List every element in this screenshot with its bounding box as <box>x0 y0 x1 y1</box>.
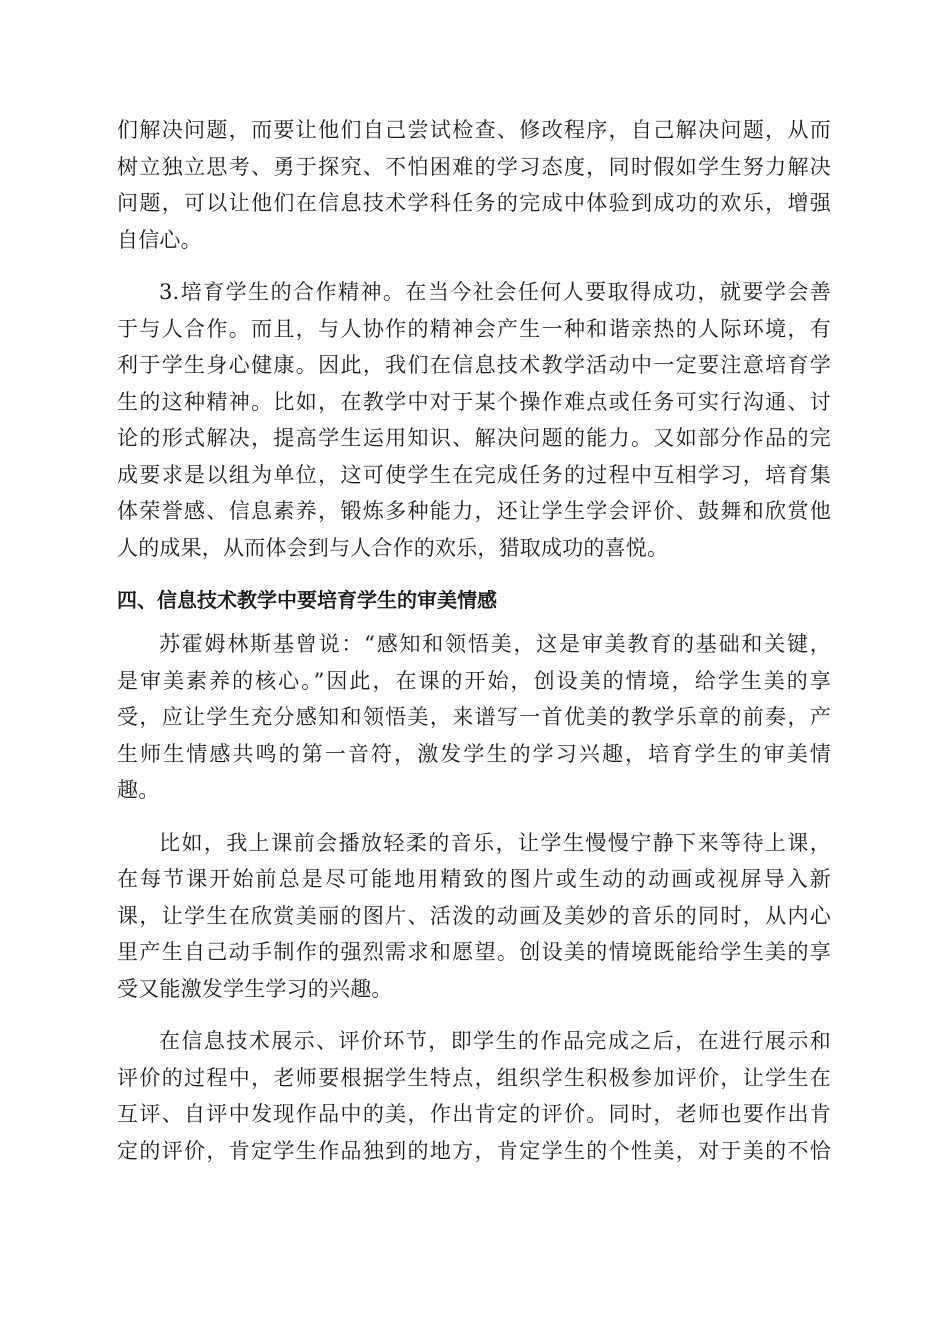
text-line: 趣。 <box>117 778 160 802</box>
paragraph-sukhomlinsky-quote <box>117 626 831 809</box>
text-line: 是审美素养的核心。”因此，在课的开始，创设美的情境，给学生美的享 <box>117 668 831 693</box>
text-line: 定的评价，肯定学生作品独到的地方，肯定学生的个性美，对于美的不恰 <box>117 1138 831 1163</box>
text-line: 课，让学生在欣赏美丽的图片、活泼的动画及美妙的音乐的同时，从内心 <box>117 903 831 928</box>
text-line: 论的形式解决，提高学生运用知识、解决问题的能力。又如部分作品的完 <box>117 426 831 450</box>
paragraph-music-example <box>117 825 831 1008</box>
text-line: 生的这种精神。比如，在教学中对于某个操作难点或任务可实行沟通、讨 <box>117 389 831 414</box>
text-line: 问题，可以让他们在信息技术学科任务的完成中体验到成功的欢乐，增强 <box>117 191 831 215</box>
text-line: 比如，我上课前会播放轻柔的音乐，让学生慢慢宁静下来等待上课， <box>159 830 831 855</box>
text-line: 里产生自己动手制作的强烈需求和愿望。创设美的情境既能给学生美的享 <box>117 940 831 964</box>
paragraph-gap <box>117 566 831 582</box>
text-line: 受，应让学生充分感知和领悟美，来谱写一首优美的教学乐章的前奏，产 <box>117 705 831 729</box>
text-line: 受又能激发学生学习的兴趣。 <box>117 976 393 1001</box>
text-line: 在信息技术展示、评价环节，即学生的作品完成之后，在进行展示和 <box>159 1029 831 1053</box>
text-line: 自信心。 <box>117 227 202 252</box>
text-line: 树立独立思考、勇于探究、不怕困难的学习态度，同时假如学生努力解决 <box>117 154 831 179</box>
text-line: 们解决问题，而要让他们自己尝试检查、修改程序，自己解决问题，从而 <box>117 118 831 142</box>
text-line: 人的成果，从而体会到与人合作的欢乐，猎取成功的喜悦。 <box>117 535 669 560</box>
document-page <box>117 112 831 1169</box>
text-line: 生师生情感共鸣的第一音符，激发学生的学习兴趣，培育学生的审美情 <box>117 741 831 766</box>
text-line: 3.培育学生的合作精神。在当今社会任何人要取得成功，就要学会善 <box>159 280 831 304</box>
paragraph-gap <box>117 809 831 825</box>
text-line: 于与人合作。而且，与人协作的精神会产生一种和谐亲热的人际环境，有 <box>117 316 831 341</box>
text-line: 苏霍姆林斯基曾说：“感知和领悟美，这是审美教育的基础和关键， <box>159 632 831 656</box>
section-heading-aesthetics: 四、信息技术教学中要培育学生的审美情感 <box>117 588 497 612</box>
paragraph-evaluation <box>117 1023 831 1169</box>
paragraph-gap <box>117 618 831 626</box>
text-line: 互评、自评中发现作品中的美，作出肯定的评价。同时，老师也要作出肯 <box>117 1102 831 1126</box>
paragraph-cooperation <box>117 274 831 566</box>
text-line: 利于学生身心健康。因此，我们在信息技术教学活动中一定要注意培育学 <box>117 353 831 377</box>
text-line: 体荣誉感、信息素养，锻炼多种能力，还让学生学会评价、鼓舞和欣赏他 <box>117 499 831 523</box>
paragraph-solve-problems <box>117 112 831 258</box>
paragraph-gap <box>117 1007 831 1023</box>
text-line: 评价的过程中，老师要根据学生特点，组织学生积极参加评价，让学生在 <box>117 1065 831 1090</box>
text-line: 成要求是以组为单位，这可使学生在完成任务的过程中互相学习，培育集 <box>117 462 831 487</box>
text-line: 在每节课开始前总是尽可能地用精致的图片或生动的动画或视屏导入新 <box>117 867 831 891</box>
paragraph-gap <box>117 258 831 274</box>
